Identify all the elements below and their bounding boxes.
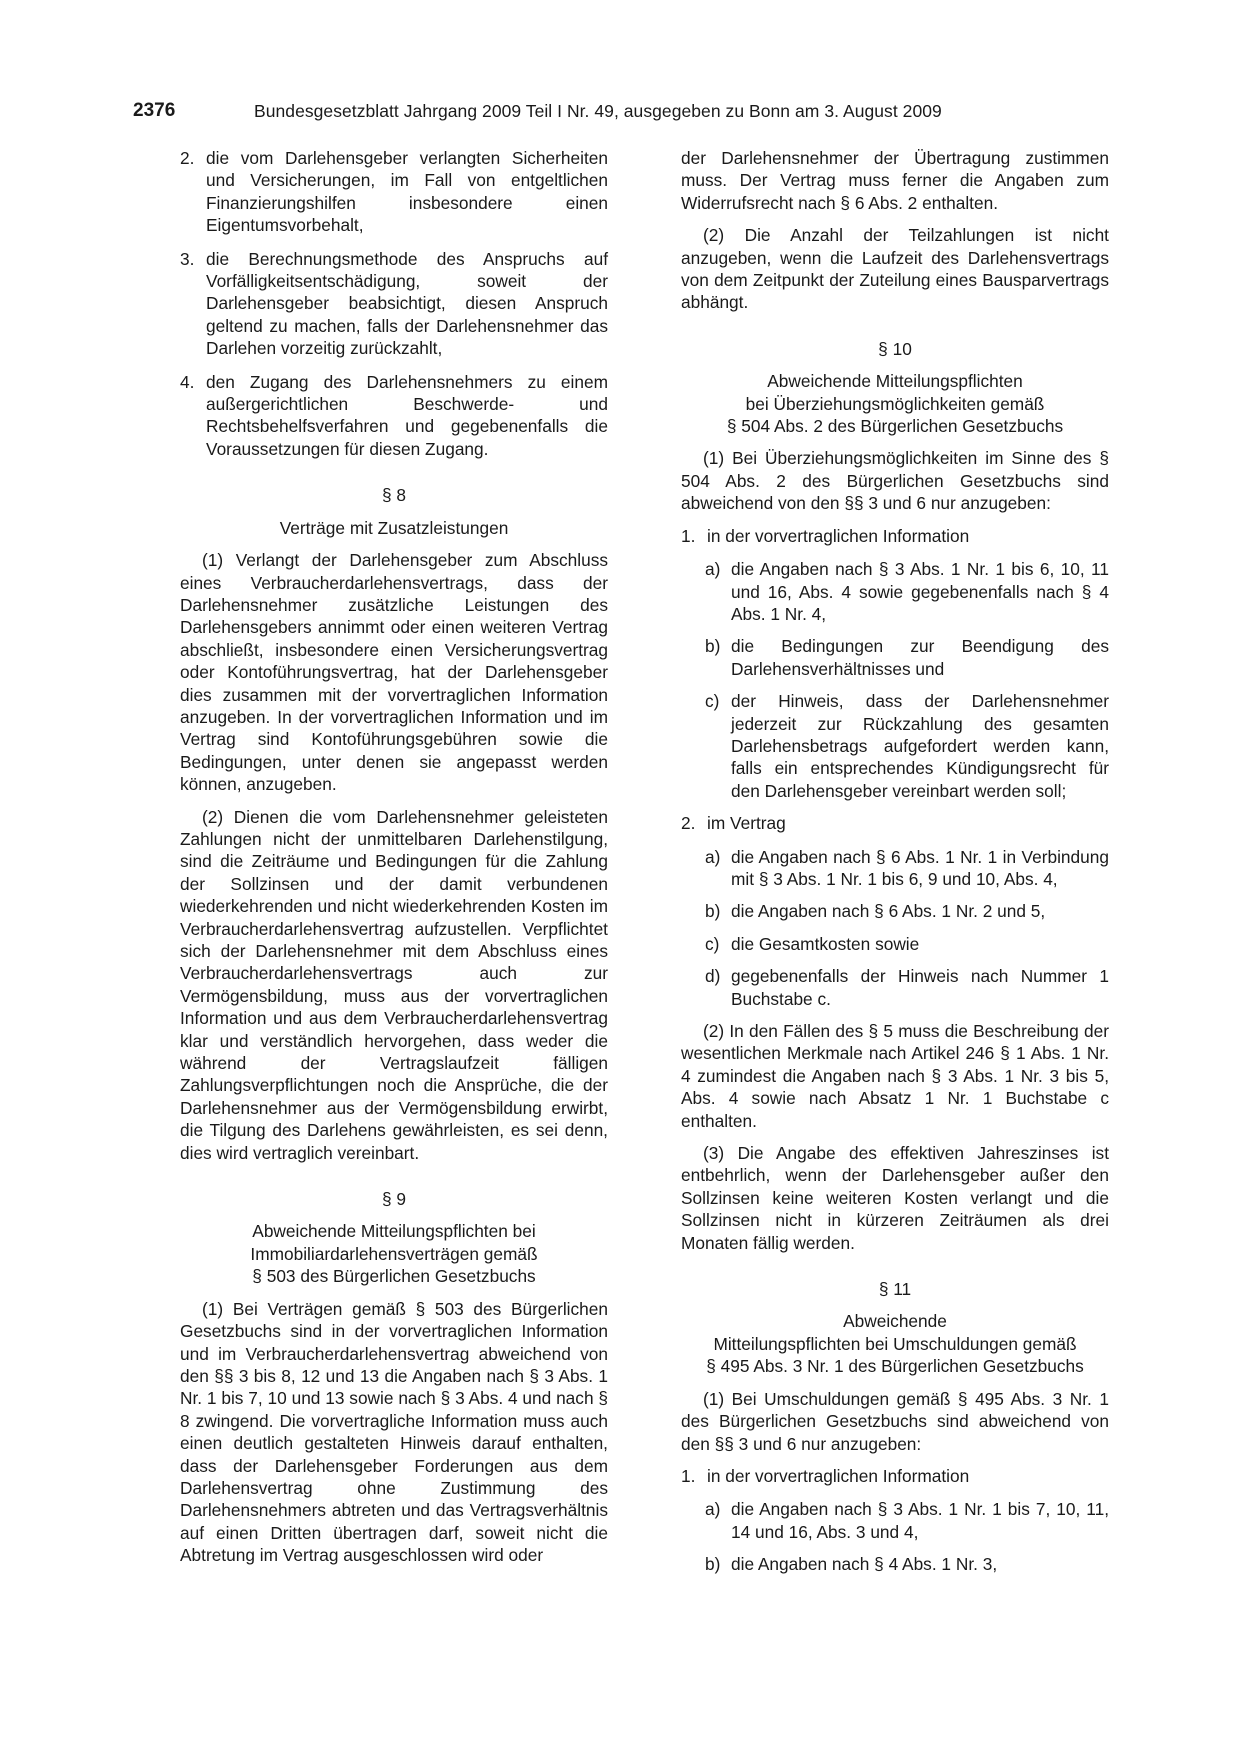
section-number-9: § 9 — [381, 1189, 407, 1210]
sub-item-text: die Bedingungen zur Beendigung des Darlehensverhältnisses und — [731, 636, 1109, 679]
sub-item-letter: b) — [705, 636, 721, 657]
title-line: Mitteilungspflichten bei Umschuldungen gemäß — [713, 1333, 1077, 1354]
page-number: 2376 — [133, 100, 176, 121]
list-item — [180, 147, 608, 237]
sub-item — [681, 900, 1109, 922]
paragraph: (3) Die Angabe des effektiven Jahreszinses ist entbehrlich, wenn der Darlehensgeber außer den Sollzinsen keine weiteren Kosten verlangt und die Sollzinsen nicht in kürzeren Zeiträumen als drei Monaten fällig werden. — [681, 1143, 1109, 1253]
sub-item-text: die Angaben nach § 6 Abs. 1 Nr. 1 in Verbindung mit § 3 Abs. 1 Nr. 1 bis 6, 9 und 10, Abs. 4, — [731, 846, 1109, 889]
paragraph: (2) Dienen die vom Darlehensnehmer geleisteten Zahlungen nicht der unmittelbaren Darlehenstilgung, sind die Zeiträume und Bedingungen für die Zahlung der Sollzinsen und der damit verbundenen wiederkehrenden und nicht wiederkehrenden Kosten im Verbraucherdarlehensvertrag aufzustellen. Verpflichtet sich der Darlehensnehmer mit dem Abschluss eines Verbraucherdarlehensvertrags auch zur Vermögensbildung, muss aus der vorvertraglichen Information und aus dem Verbraucherdarlehensvertrag klar und verständlich hervorgehen, dass weder die während der Vertragslaufzeit fälligen Zahlungsverpflichtungen noch die Ansprüche, die der Darlehensnehmer aus der Vermögensbildung erwirbt, die Tilgung des Darlehens gewährleisten, es sei denn, dies wird vertraglich vereinbart. — [180, 806, 608, 1163]
sub-item — [681, 846, 1109, 891]
sub-item — [681, 1498, 1109, 1543]
sub-item-letter: d) — [705, 966, 721, 987]
title-line: Immobiliardarlehensverträgen gemäß — [250, 1243, 538, 1264]
list-item-text: im Vertrag — [707, 813, 786, 834]
sub-item-letter: c) — [705, 933, 720, 954]
section-title-8: Verträge mit Zusatzleistungen — [279, 517, 509, 538]
list-item-text: die Berechnungsmethode des Anspruchs auf Vorfälligkeitsentschädigung, soweit der Darlehensgeber beabsichtigt, diesen Anspruch geltend zu machen, falls der Darlehensnehmer das Darlehen vorzeitig zurückzahlt, — [206, 248, 608, 359]
title-line: § 495 Abs. 3 Nr. 1 des Bürgerlichen Gesetzbuchs — [706, 1356, 1084, 1377]
sub-item — [681, 635, 1109, 680]
sub-item — [681, 933, 1109, 955]
title-line: Abweichende Mitteilungspflichten — [767, 371, 1023, 392]
sub-item-letter: a) — [705, 559, 721, 580]
list-item-number: 4. — [180, 371, 195, 392]
paragraph: (2) In den Fällen des § 5 muss die Beschreibung der wesentlichen Merkmale nach Artikel 246 § 1 Abs. 1 Nr. 4 zumindest die Angaben nach § 3 Abs. 1 Nr. 3 bis 5, Abs. 4 sowie nach Absatz 1 Nr. 1 Buchstabe c enthalten. — [681, 1021, 1109, 1131]
sub-item-text: die Angaben nach § 6 Abs. 1 Nr. 2 und 5, — [731, 901, 1046, 922]
sub-item — [681, 965, 1109, 1010]
sub-item — [681, 690, 1109, 802]
title-line: Abweichende Mitteilungspflichten bei — [252, 1221, 536, 1242]
paragraph: (1) Bei Verträgen gemäß § 503 des Bürgerlichen Gesetzbuchs sind in der vorvertraglichen Information und im Verbraucherdarlehensvertrag abweichend von den §§ 3 bis 8, 12 und 13 die Angaben nach § 3 Abs. 1 Nr. 1 bis 7, 10 und 13 sowie nach § 3 Abs. 4 und nach § 8 zwingend. Die vorvertragliche Information muss auch einen deutlich gestalteten Hinweis darauf enthalten, dass der Darlehensgeber Forderungen aus dem Darlehensvertrag ohne Zustimmung des Darlehensnehmers abtreten und das Vertragsverhältnis auf einen Dritten übertragen darf, soweit nicht die Abtretung im Vertrag ausgeschlossen wird oder — [180, 1298, 608, 1566]
running-title: Bundesgesetzblatt Jahrgang 2009 Teil I Nr. 49, ausgegeben zu Bonn am 3. August 2009 — [254, 101, 942, 121]
list-item — [180, 371, 608, 461]
list-item — [681, 1465, 1109, 1487]
list-item-number: 2. — [180, 148, 195, 168]
sub-item-letter: c) — [705, 691, 720, 712]
list-item — [681, 812, 1109, 834]
sub-item-letter: b) — [705, 1554, 721, 1575]
paragraph: (2) Die Anzahl der Teilzahlungen ist nicht anzugeben, wenn die Laufzeit des Darlehensvertrags von dem Zeitpunkt der Zuteilung eines Bausparvertrags abhängt. — [681, 225, 1109, 313]
left-column — [180, 147, 608, 1567]
list-item — [681, 525, 1109, 547]
sub-item-text: die Gesamtkosten sowie — [731, 933, 920, 954]
sub-item-letter: a) — [705, 1499, 721, 1520]
title-line: Abweichende — [843, 1311, 947, 1332]
list-item-text: in der vorvertraglichen Information — [707, 1465, 970, 1486]
title-line: § 504 Abs. 2 des Bürgerlichen Gesetzbuchs — [726, 416, 1064, 437]
section-number-10: § 10 — [878, 338, 912, 359]
list-item-number: 3. — [180, 248, 195, 269]
title-line: § 503 des Bürgerlichen Gesetzbuchs — [252, 1266, 536, 1287]
sub-item-text: die Angaben nach § 4 Abs. 1 Nr. 3, — [731, 1554, 998, 1575]
title-line: bei Überziehungsmöglichkeiten gemäß — [745, 393, 1045, 414]
list-item-number: 1. — [681, 1465, 696, 1486]
section-title-9 — [180, 1220, 608, 1287]
right-column — [681, 147, 1109, 1576]
sub-item — [681, 1553, 1109, 1575]
sub-item-letter: b) — [705, 901, 721, 922]
paragraph: (1) Bei Umschuldungen gemäß § 495 Abs. 3 Nr. 1 des Bürgerlichen Gesetzbuchs sind abweichend von den §§ 3 und 6 nur anzugeben: — [681, 1388, 1109, 1454]
paragraph: (1) Bei Überziehungsmöglichkeiten im Sinne des § 504 Abs. 2 des Bürgerlichen Gesetzbuchs sind abweichend von den §§ 3 und 6 nur anzugeben: — [681, 448, 1109, 514]
list-item-text: in der vorvertraglichen Information — [707, 525, 970, 546]
sub-item-text: die Angaben nach § 3 Abs. 1 Nr. 1 bis 7, 10, 11, 14 und 16, Abs. 3 und 4, — [731, 1499, 1109, 1542]
sub-item-text: der Hinweis, dass der Darlehensnehmer jederzeit zur Rückzahlung des gesamten Darlehensbetrags aufgefordert werden kann, falls ein entsprechendes Kündigungsrecht für den Darlehensgeber vereinbart werden soll; — [731, 691, 1109, 801]
list-item-text: den Zugang des Darlehensnehmers zu einem außergerichtlichen Beschwerde- und Rechtsbehelfsverfahren und gegebenenfalls die Voraussetzungen für diesen Zugang. — [206, 371, 608, 459]
list-item — [180, 248, 608, 360]
paragraph: (1) Verlangt der Darlehensgeber zum Abschluss eines Verbraucherdarlehensvertrags, dass der Darlehensnehmer zusätzliche Leistungen des Darlehensgebers annimmt oder einen weiteren Vertrag abschließt, insbesondere einen Versicherungsvertrag oder Kontoführungsvertrag, hat der Darlehensgeber dies zusammen mit der vorvertraglichen Information anzugeben. In der vorvertraglichen Information und im Vertrag sind Kontoführungsgebühren sowie die Bedingungen, unter denen sie angepasst werden können, anzugeben. — [180, 550, 608, 795]
paragraph-continued: der Darlehensnehmer der Übertragung zustimmen muss. Der Vertrag muss ferner die Angaben zum Widerrufsrecht nach § 6 Abs. 2 enthalten. — [681, 148, 1109, 213]
section-title-11 — [681, 1310, 1109, 1377]
section-number-11: § 11 — [878, 1279, 912, 1300]
sub-item-letter: a) — [705, 846, 721, 867]
list-item-number: 1. — [681, 525, 696, 546]
sub-item-text: die Angaben nach § 3 Abs. 1 Nr. 1 bis 6, 10, 11 und 16, Abs. 4 sowie gegebenenfalls nach § 4 Abs. 1 Nr. 4, — [731, 559, 1109, 624]
page-header — [133, 100, 1113, 130]
section-number-8: § 8 — [381, 485, 407, 506]
list-item-number: 2. — [681, 813, 696, 834]
sub-item-text: gegebenenfalls der Hinweis nach Nummer 1 Buchstabe c. — [731, 966, 1109, 1009]
section-title-10 — [681, 370, 1109, 437]
list-item-text: die vom Darlehensgeber verlangten Sicherheiten und Versicherungen, im Fall von entgeltlichen Finanzierungshilfen insbesondere einen Eigentumsvorbehalt, — [206, 148, 608, 236]
sub-item — [681, 558, 1109, 625]
